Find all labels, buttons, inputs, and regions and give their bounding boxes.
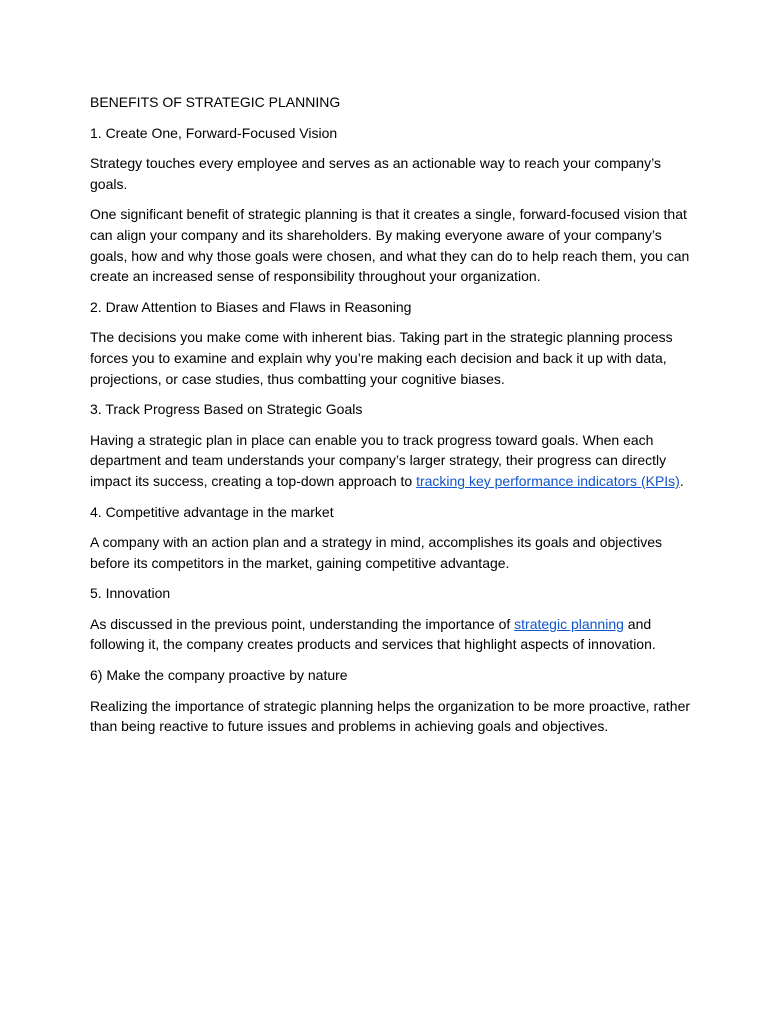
document-page xyxy=(90,92,690,747)
section-4-heading: 4. Competitive advantage in the market xyxy=(90,503,334,520)
kpi-tracking-link[interactable]: tracking key performance indicators (KPIs) xyxy=(416,472,680,489)
section-1-paragraph-2: One significant benefit of strategic planning is that it creates a single, forward-focused vision that can align your company and its shareholders. By making everyone aware of your company’s goals, how and why those goals were chosen, and what they can do to help reach them, you can create an increased sense of responsibility throughout your organization. xyxy=(90,206,690,285)
section-5-heading: 5. Innovation xyxy=(90,585,171,602)
section-4-paragraph-1: A company with an action plan and a strategy in mind, accomplishes its goals and objectives before its competitors in the market, gaining competitive advantage. xyxy=(90,534,662,571)
section-3-heading: 3. Track Progress Based on Strategic Goals xyxy=(90,401,363,418)
section-2-heading: 2. Draw Attention to Biases and Flaws in Reasoning xyxy=(90,298,412,315)
section-1-paragraph-1: Strategy touches every employee and serves as an actionable way to reach your company’s goals. xyxy=(90,155,661,192)
section-2-paragraph-1: The decisions you make come with inherent bias. Taking part in the strategic planning process forces you to examine and explain why you’re making each decision and back it up with data, projections, or case studies, thus combatting your cognitive biases. xyxy=(90,329,673,387)
section-5-paragraph-1 xyxy=(90,614,690,655)
section-6-paragraph-1: Realizing the importance of strategic planning helps the organization to be more proactive, rather than being reactive to future issues and problems in achieving goals and objectives. xyxy=(90,697,691,735)
section-1-heading: 1. Create One, Forward-Focused Vision xyxy=(90,124,338,141)
section-5-text-before-link: As discussed in the previous point, understanding the importance of xyxy=(90,615,515,632)
section-5-text-after-link: and following it, the company creates products and services that highlight aspects of innovation. xyxy=(90,615,656,653)
strategic-planning-link[interactable]: strategic planning xyxy=(514,615,624,632)
document-title: BENEFITS OF STRATEGIC PLANNING xyxy=(90,94,341,110)
section-3-text-before-link: Having a strategic plan in place can enable you to track progress toward goals. When each department and team understands your company’s larger strategy, their progress can directly impact its success, creating a top-down approach to xyxy=(90,431,667,489)
section-3-text-after-link: . xyxy=(679,472,684,489)
section-3-paragraph-1 xyxy=(90,430,690,492)
section-6-heading: 6) Make the company proactive by nature xyxy=(90,667,348,684)
